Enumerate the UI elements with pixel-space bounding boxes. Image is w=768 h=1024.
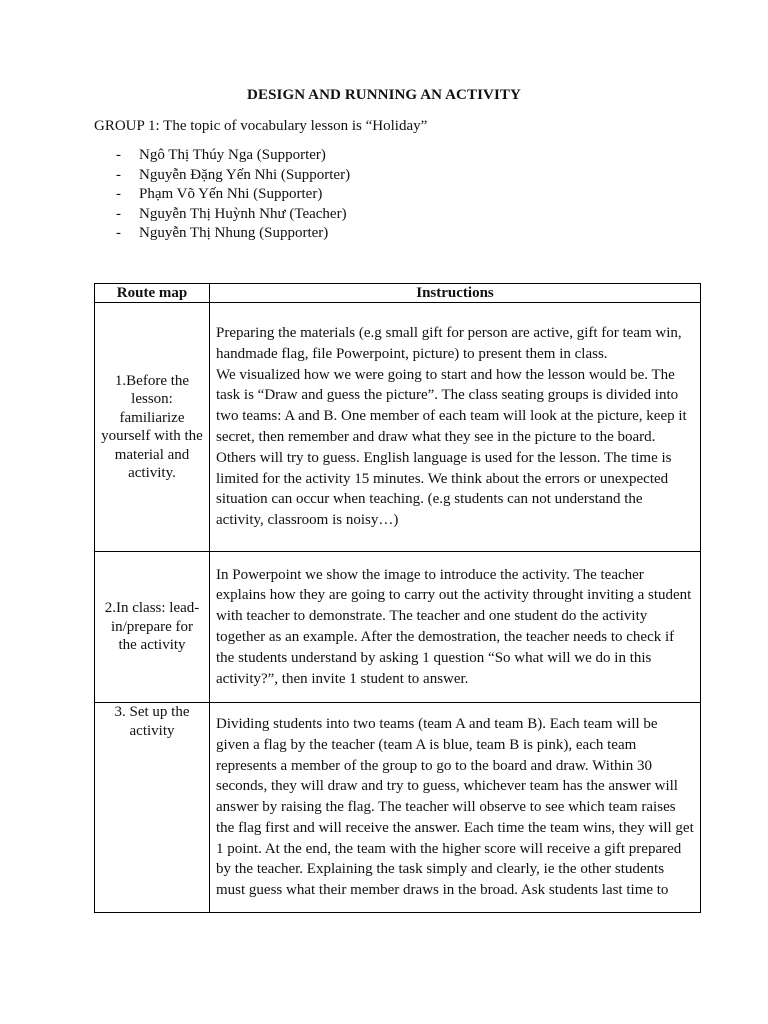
instruction-paragraph: We visualized how we were going to start and how the lesson would be. The task is “Draw and guess the picture”. The class seating groups is divided into two teams: A and B. One member of each team will look at the picture, keep it secret, then remember and draw what they see in the picture to the board. Others will try to guess. English language is used for the lesson. The time is limited for the activity 15 minutes. We think about the errors or unexpected situation can occur when teaching. (e.g students can not understand the activity, classroom is noisy…) (216, 366, 687, 529)
document-title: DESIGN AND RUNNING AN ACTIVITY (247, 87, 521, 103)
instructions-cell (210, 552, 701, 703)
member-name: Ngô Thị Thúy Nga (Supporter) (139, 147, 326, 163)
column-header-instructions: Instructions (210, 284, 701, 303)
route-step-cell: 1.Before the lesson: familiarize yourself with the material and activity. (95, 303, 210, 552)
instructions-cell (210, 703, 701, 913)
route-step-cell: 3. Set up the activity (95, 703, 210, 913)
instruction-paragraph: Preparing the materials (e.g small gift for person are active, gift for team win, handmade flag, file Powerpoint, picture) to present them in class. (216, 325, 682, 362)
member-name: Nguyễn Thị Nhung (Supporter) (139, 225, 329, 241)
list-bullet: - (116, 166, 121, 183)
member-name: Nguyễn Thị Huỳnh Như (Teacher) (139, 205, 347, 222)
column-header-route-map: Route map (95, 284, 210, 303)
member-list (94, 146, 350, 244)
member-item (94, 146, 350, 166)
table-row (95, 703, 701, 913)
member-item (94, 205, 350, 225)
member-item (94, 224, 350, 244)
member-name: Nguyễn Đặng Yến Nhi (Supporter) (139, 166, 351, 183)
member-item (94, 166, 350, 186)
list-bullet: - (116, 186, 121, 202)
member-item (94, 185, 350, 205)
table-row (95, 552, 701, 703)
instructions-cell (210, 303, 701, 552)
member-name: Phạm Võ Yến Nhi (Supporter) (139, 186, 323, 202)
group-topic-line: GROUP 1: The topic of vocabulary lesson is “Holiday” (94, 118, 428, 134)
route-step-cell: 2.In class: lead-in/prepare for the activity (95, 552, 210, 703)
table-header-row (95, 284, 701, 303)
table-row (95, 303, 701, 552)
list-bullet: - (116, 225, 121, 241)
instruction-paragraph: Dividing students into two teams (team A and team B). Each team will be given a flag by the teacher (team A is blue, team B is pink), each team represents a member of the group to go to the board and draw. Within 30 seconds, they will draw and try to guess, whichever team has the answer will answer by raising the flag. The teacher will observe to see which team raises the flag first and will receive the answer. Each time the team wins, they will get 1 point. At the end, the team with the higher score will receive a gift prepared by the teacher. Explaining the task simply and clearly, ie the other students must guess what their member draws in the broad. Ask students last time to (216, 715, 694, 899)
instruction-paragraph: In Powerpoint we show the image to introduce the activity. The teacher explains how they are going to carry out the activity throught inviting a student with teacher to demonstrate. The teacher and one student do the activity together as an example. After the demostration, the teacher needs to check if the students understand by asking 1 question “So what will we do in this activity?”, then invite 1 student to answer. (216, 566, 692, 687)
list-bullet: - (116, 205, 121, 222)
route-map-table (94, 283, 701, 913)
list-bullet: - (116, 147, 121, 163)
